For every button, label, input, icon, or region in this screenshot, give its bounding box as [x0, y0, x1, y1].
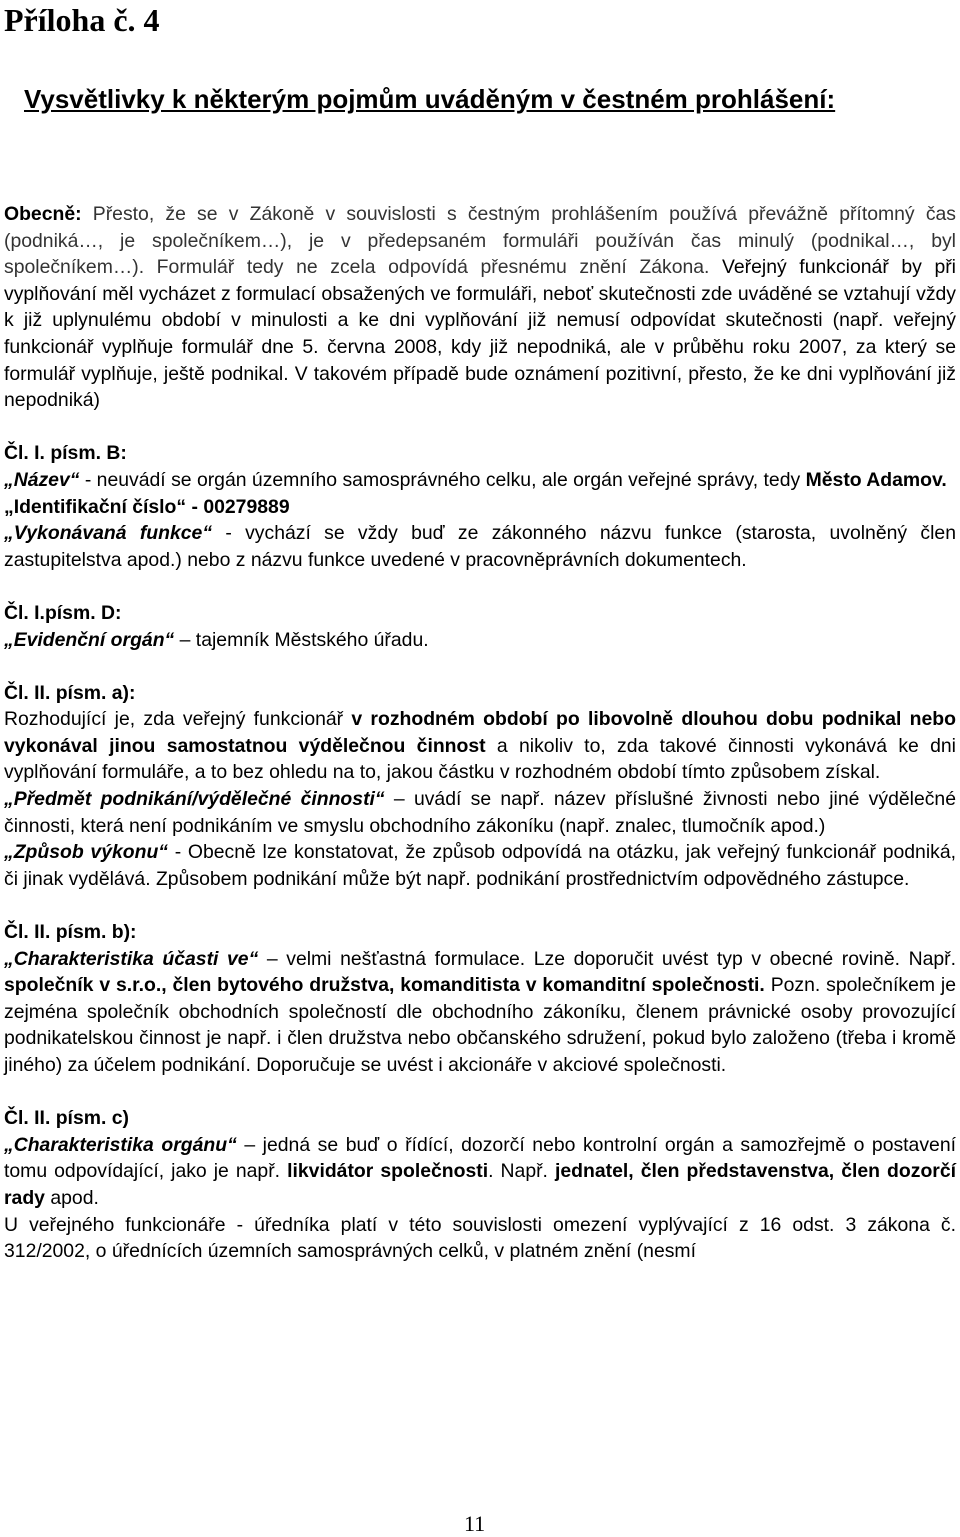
ucast-paragraph: [4, 946, 956, 1079]
funkce-term: „Vykonávaná funkce“: [4, 522, 213, 545]
nazev-text: - neuvádí se orgán územního samosprávného celku, ale orgán veřejné správy, tedy: [79, 468, 806, 491]
organ-text-3: apod.: [44, 1186, 99, 1209]
rozhodujici-paragraph: [4, 706, 956, 786]
ico-line: „Identifikační číslo“ - 00279889: [4, 495, 290, 518]
nazev-term: „Název“: [4, 468, 80, 491]
page-number: 11: [464, 1511, 486, 1536]
section-heading-2: Čl. I.písm. D:: [4, 601, 122, 624]
urednik-paragraph: U veřejného funkcionáře - úředníka platí v této souvislosti omezení vyplývající z 16 odst. 3 zákona č. 312/2002, o úřednících územních samosprávných celků, v platném znění (nesmí: [4, 1213, 956, 1263]
zpusob-term: „Způsob výkonu“: [4, 841, 169, 864]
section-heading-5: Čl. II. písm. c): [4, 1107, 129, 1130]
rozhodujici-bold: v rozhodném období po libovolně dlouhou dobu podnikal nebo vykonával jinou samostatnou výdělečnou činnost: [4, 708, 956, 757]
nazev-value: Město Adamov.: [805, 468, 947, 491]
funkce-text: - vychází se vždy buď ze zákonného názvu funkce (starosta, uvolněný člen zastupitelstva apod.) nebo z názvu funkce uvedené v pracovněprávních dokumentech.: [4, 522, 956, 571]
ucast-text-2: Pozn. společníkem je zejména společník obchodních společností dle obchodního zákoníku, členem právnické osoby provozující podnikatelskou činnost je např. i člen družstva nebo občanského sdružení, pokud bylo založeno (třeba i kromě jiného) za účelem podnikání. Doporučuje se uvést i akcionáře v akciové společnosti.: [4, 974, 956, 1076]
organ-text-2: . Např.: [488, 1160, 555, 1183]
evidencni-paragraph: [4, 627, 956, 654]
nazev-paragraph: [4, 467, 956, 494]
general-text-2: Veřejný funkcionář by při vyplňování měl vycházet z formulací obsažených ve formuláři, neboť skutečnosti zde uváděné se vztahují vždy k již uplynulému období v minulosti a ke dni vyplňování již nemusí odpovídat skutečnosti (např. veřejný funkcionář vyplňuje formulář dne 5. června 2008, kdy již nepodniká, ale v průběhu roku 2007, za který se formulář vyplňuje, ještě podnikal. V takovém případě bude oznámení pozitivní, přesto, že ke dni vyplňování již nepodniká): [4, 256, 956, 412]
rozhodujici-text-1: Rozhodující je, zda veřejný funkcionář: [4, 708, 352, 731]
evidencni-text: – tajemník Městského úřadu.: [174, 628, 429, 651]
document-heading: Vysvětlivky k některým pojmům uváděným v čestném prohlášení:: [24, 84, 836, 114]
ucast-bold: společník v s.r.o., člen bytového družstva, komanditista v komanditní společnosti.: [4, 974, 765, 997]
organ-term: „Charakteristika orgánu“: [4, 1133, 237, 1156]
organ-bold-2: jednatel, člen představenstva, člen dozorčí rady: [4, 1160, 957, 1209]
organ-text-1: – jedná se buď o řídící, dozorčí nebo kontrolní orgán a samozřejmě o postavení tomu odpovídající, jako je např.: [4, 1133, 956, 1183]
ucast-term: „Charakteristika účasti ve“: [4, 947, 259, 970]
organ-paragraph: [4, 1132, 956, 1212]
general-paragraph: [4, 201, 956, 414]
zpusob-text: - Obecně lze konstatovat, že způsob odpovídá na otázku, jak veřejný funkcionář podniká, či jinak vydělává. Způsobem podnikání může být např. podnikání prostřednictvím odpovědného zástupce.: [4, 841, 957, 890]
predmet-paragraph: [4, 786, 956, 839]
predmet-text: – uvádí se např. název příslušné živnosti nebo jiné výdělečné činnosti, která není podnikáním ve smyslu obchodního zákoníku (např. znalec, tlumočník apod.): [4, 788, 956, 837]
section-heading-3: Čl. II. písm. a):: [4, 681, 136, 704]
document-body: [4, 201, 956, 1265]
ucast-text-1: – velmi nešťastná formulace. Lze doporučit uvést typ v obecné rovině. Např.: [258, 947, 956, 970]
zpusob-paragraph: [4, 839, 956, 892]
funkce-paragraph: [4, 520, 956, 573]
general-label: Obecně:: [4, 203, 82, 225]
predmet-term: „Předmět podnikání/výdělečné činnosti“: [4, 788, 385, 811]
rozhodujici-text-2: a nikoliv to, zda takové činnosti vykonává ke dni vyplňování formuláře, a to bez ohledu na to, jakou částku v rozhodném období tímto způsobem získal.: [4, 734, 956, 784]
general-text-1: Přesto, že se v Zákoně v souvislosti s čestným prohlášením používá převážně přítomný čas (podniká…, je společníkem…), je v předepsaném formuláři používán čas minulý (podnikal…, byl společníkem…). Formulář tedy ne zcela odpovídá přesnému znění Zákona.: [4, 203, 956, 279]
page-title: Příloha č. 4: [4, 2, 160, 38]
evidencni-term: „Evidenční orgán“: [4, 628, 175, 651]
organ-bold-1: likvidátor společnosti: [287, 1160, 489, 1183]
section-heading-1: Čl. I. písm. B:: [4, 442, 127, 465]
section-heading-4: Čl. II. písm. b):: [4, 921, 137, 944]
